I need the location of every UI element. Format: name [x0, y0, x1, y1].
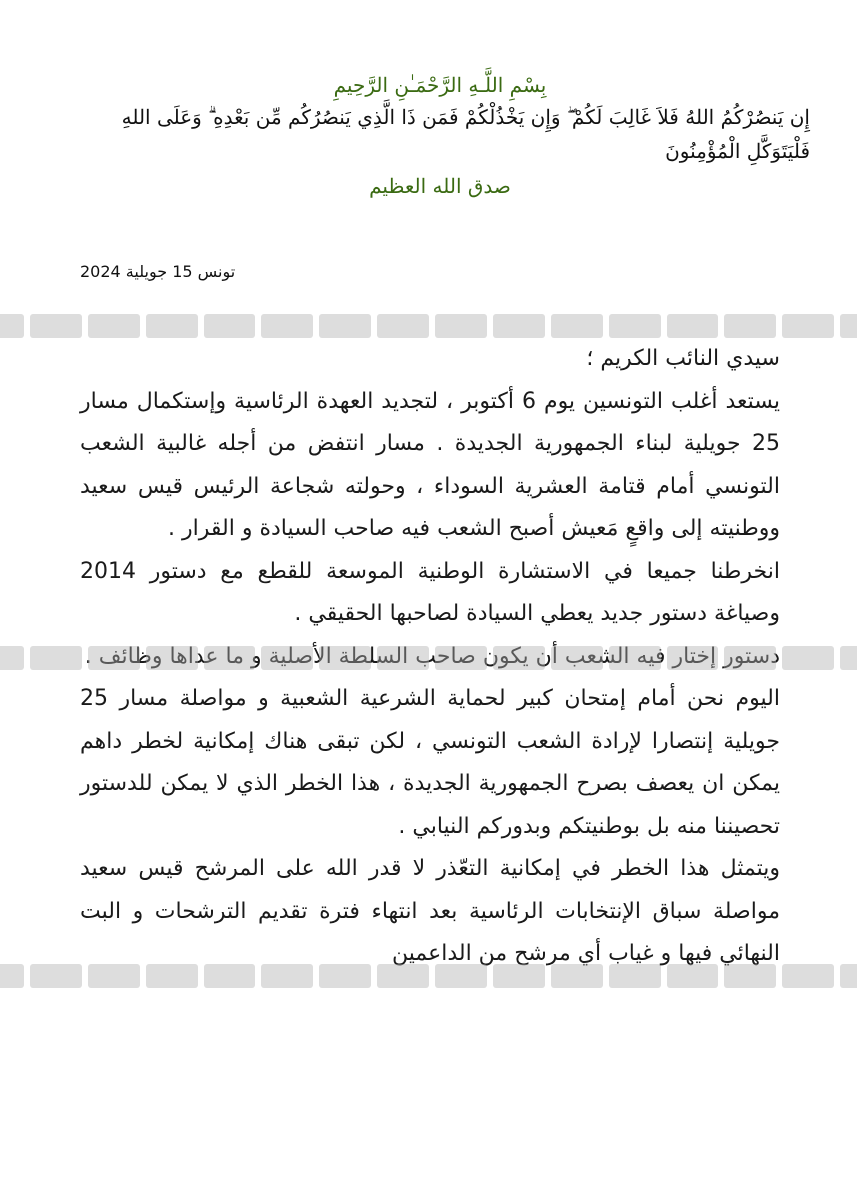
watermark-logo [667, 314, 719, 338]
paragraph-4: اليوم نحن أمام إمتحان كبير لحماية الشرعية الشعبية و مواصلة مسار 25 جويلية إنتصارا لإرادة الشعب التونسي ، لكن تبقى هناك إمكانية لخطر داهم يمكن ان يعصف بصرح الجمهورية الجديدة ، هذا الخطر الذي لا يمكن للدستور تحصيننا منه بل بوطنيتكم وبدوركم النيابي . [80, 686, 780, 839]
letter-date: تونس 15 جويلية 2024 [80, 262, 236, 281]
watermark-logo [0, 646, 24, 670]
salutation: سيدي النائب الكريم ؛ [586, 346, 780, 371]
watermark-logo [840, 964, 857, 988]
watermark-logo [0, 964, 24, 988]
watermark-logo [782, 314, 834, 338]
watermark-logo [0, 314, 24, 338]
paragraph-1: يستعد أغلب التونسين يوم 6 أكتوبر ، لتجديد العهدة الرئاسية وإستكمال مسار 25 جويلية لبناء الجمهورية الجديدة . مسار انتفض من أجله غالبية الشعب التونسي أمام قتامة العشرية السوداء ، وحولته شجاعة الرئيس قيس سعيد ووطنيته إلى واقعٍ مَعيش أصبح الشعب فيه صاحب السيادة و القرار . [80, 388, 780, 541]
watermark-logo [146, 314, 198, 338]
watermark-logo [840, 646, 857, 670]
watermark-logo [782, 964, 834, 988]
watermark-logo [261, 314, 313, 338]
watermark-logo [319, 314, 371, 338]
watermark-logo [782, 646, 834, 670]
basmala: بِسْمِ اللَّـهِ الرَّحْمَـٰنِ الرَّحِيمِ [333, 73, 547, 97]
watermark-logo [435, 314, 487, 338]
watermark-logo [493, 314, 545, 338]
watermark-logo [88, 314, 140, 338]
paragraph-2: انخرطنا جميعا في الاستشارة الوطنية الموسعة للقطع مع دستور 2014 وصياغة دستور جديد يعطي السيادة لصاحبها الحقيقي . [80, 558, 780, 626]
watermark-row [0, 314, 857, 340]
religious-header [60, 70, 820, 202]
watermark-logo [840, 314, 857, 338]
watermark-logo [30, 314, 82, 338]
watermark-logo [204, 314, 256, 338]
verse-closing: صدق الله العظيم [369, 174, 511, 198]
watermark-logo [609, 314, 661, 338]
watermark-logo [30, 964, 82, 988]
watermark-logo [724, 314, 776, 338]
quran-verse: إِن يَنصُرْكُمُ اللهُ فَلاَ غَالِبَ لَكُمْ ۖ وَإِن يَخْذُلْكُمْ فَمَن ذَا الَّذِي يَنصُرُكُم مِّن بَعْدِهِ ۗ وَعَلَى اللهِ فَلْيَتَوَكَّلِ الْمُؤْمِنُونَ [121, 105, 810, 163]
paragraph-3: دستور إختار فيه الشعب أن يكون صاحب السلطة الأصلية و ما عداها وظائف . [84, 643, 780, 669]
paragraph-5: ويتمثل هذا الخطر في إمكانية التعّذر لا قدر الله على المرشح قيس سعيد مواصلة سباق الإنتخابات الرئاسية بعد انتهاء فترة تقديم الترشحات و البت النهائي فيها و غياب أي مرشح من الداعمين [80, 856, 780, 966]
letter-body [80, 338, 780, 976]
watermark-logo [377, 314, 429, 338]
watermark-logo [551, 314, 603, 338]
watermark-logo [30, 646, 82, 670]
